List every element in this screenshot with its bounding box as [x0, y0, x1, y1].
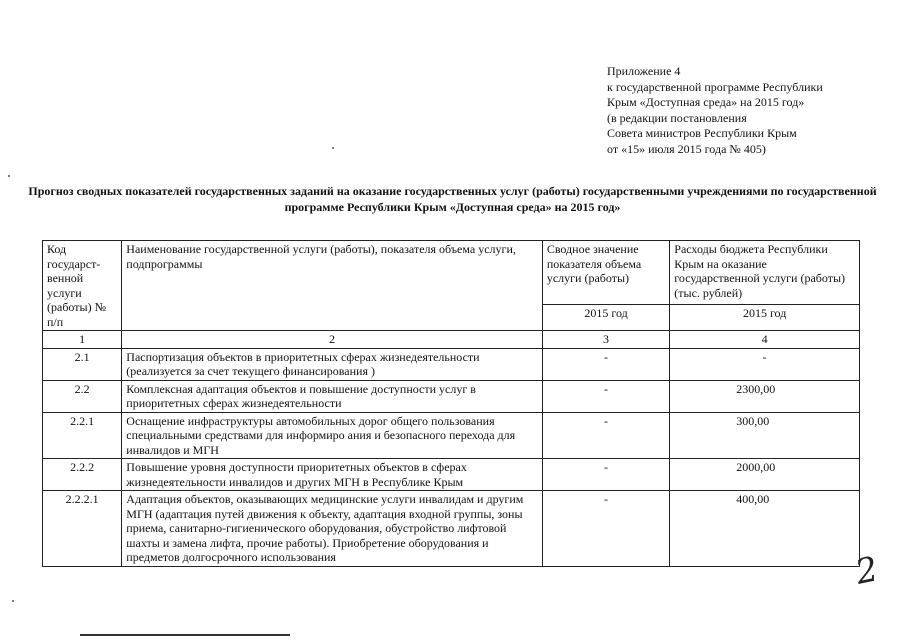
- column-number: 1: [43, 331, 122, 349]
- header-year-expenses: 2015 год: [670, 304, 860, 330]
- forecast-table: [42, 240, 860, 567]
- column-numbers-row: [43, 331, 860, 349]
- appendix-line: Совета министров Республики Крым: [607, 126, 797, 141]
- appendix-header: [607, 64, 823, 158]
- header-expenses: Расходы бюджета Республики Крым на оказание государственной услуги (работы) (тыс. рублей): [670, 241, 860, 305]
- row-code: 2.2: [43, 380, 122, 412]
- row-indicator: -: [542, 380, 669, 412]
- column-number: 3: [542, 331, 669, 349]
- column-number: 2: [122, 331, 543, 349]
- row-name: Адаптация объектов, оказывающих медицинские услуги инвалидам и другим МГН (адаптация путей движения к объекту, адаптация входной группы, зоны приема, санитарно-гигиенического оборудования, обустройство лифтовой шахты и замена лифта, прочие работы). Приобретение оборудования и предметов долгосрочного использования: [122, 491, 543, 567]
- row-indicator: -: [542, 348, 669, 380]
- row-name: Повышение уровня доступности приоритетных объектов в сферах жизнедеятельности инвалидов и других МГН в Республике Крым: [122, 459, 543, 491]
- scan-speck: [12, 600, 14, 602]
- document-title: Прогноз сводных показателей государственных заданий на оказание государственных услуг (работы) государственными учреждениями по государственной программе Республики Крым «Доступная среда» на 2015 год»: [28, 184, 877, 214]
- appendix-line: Крым «Доступная среда» на 2015 год»: [607, 95, 805, 110]
- appendix-line: (в редакции постановления: [607, 110, 747, 125]
- handwritten-page-number: 2: [852, 549, 882, 593]
- row-indicator: -: [542, 491, 669, 567]
- header-year-indicator: 2015 год: [542, 304, 669, 330]
- row-expenses: 2300,00: [670, 380, 860, 412]
- row-indicator: -: [542, 412, 669, 459]
- scan-speck: [8, 175, 10, 177]
- row-expenses: -: [670, 348, 860, 380]
- appendix-line: к государственной программе Республики: [607, 79, 823, 94]
- header-name: Наименование государственной услуги (работы), показателя объема услуги, подпрограммы: [122, 241, 543, 331]
- table-row: [43, 348, 860, 380]
- row-indicator: -: [542, 459, 669, 491]
- row-name: Паспортизация объектов в приоритетных сферах жизнедеятельности (реализуется за счет текущего финансирования ): [122, 348, 543, 380]
- row-code: 2.2.2: [43, 459, 122, 491]
- table-row: [43, 380, 860, 412]
- header-code: Код государст-венной услуги (работы) № п/п: [43, 241, 122, 331]
- header-indicator: Сводное значение показателя объема услуги (работы): [542, 241, 669, 305]
- appendix-line: от «15» июля 2015 года № 405): [607, 141, 766, 156]
- column-number: 4: [670, 331, 860, 349]
- scan-speck: [332, 147, 334, 149]
- table-header-row: [43, 241, 860, 305]
- table-row: [43, 459, 860, 491]
- row-expenses: 2000,00: [670, 459, 860, 491]
- row-code: 2.2.1: [43, 412, 122, 459]
- row-name: Оснащение инфраструктуры автомобильных дорог общего пользования специальными средствами для информиро ания и безопасного перехода для инвалидов и МГН: [122, 412, 543, 459]
- row-expenses: 300,00: [670, 412, 860, 459]
- scan-artifact-line: [80, 634, 290, 636]
- row-name: Комплексная адаптация объектов и повышение доступности услуг в приоритетных сферах жизнедеятельности: [122, 380, 543, 412]
- row-code: 2.1: [43, 348, 122, 380]
- table-row: [43, 412, 860, 459]
- table-row: [43, 491, 860, 567]
- row-expenses: 400,00: [670, 491, 860, 567]
- row-code: 2.2.2.1: [43, 491, 122, 567]
- appendix-line: Приложение 4: [607, 64, 681, 78]
